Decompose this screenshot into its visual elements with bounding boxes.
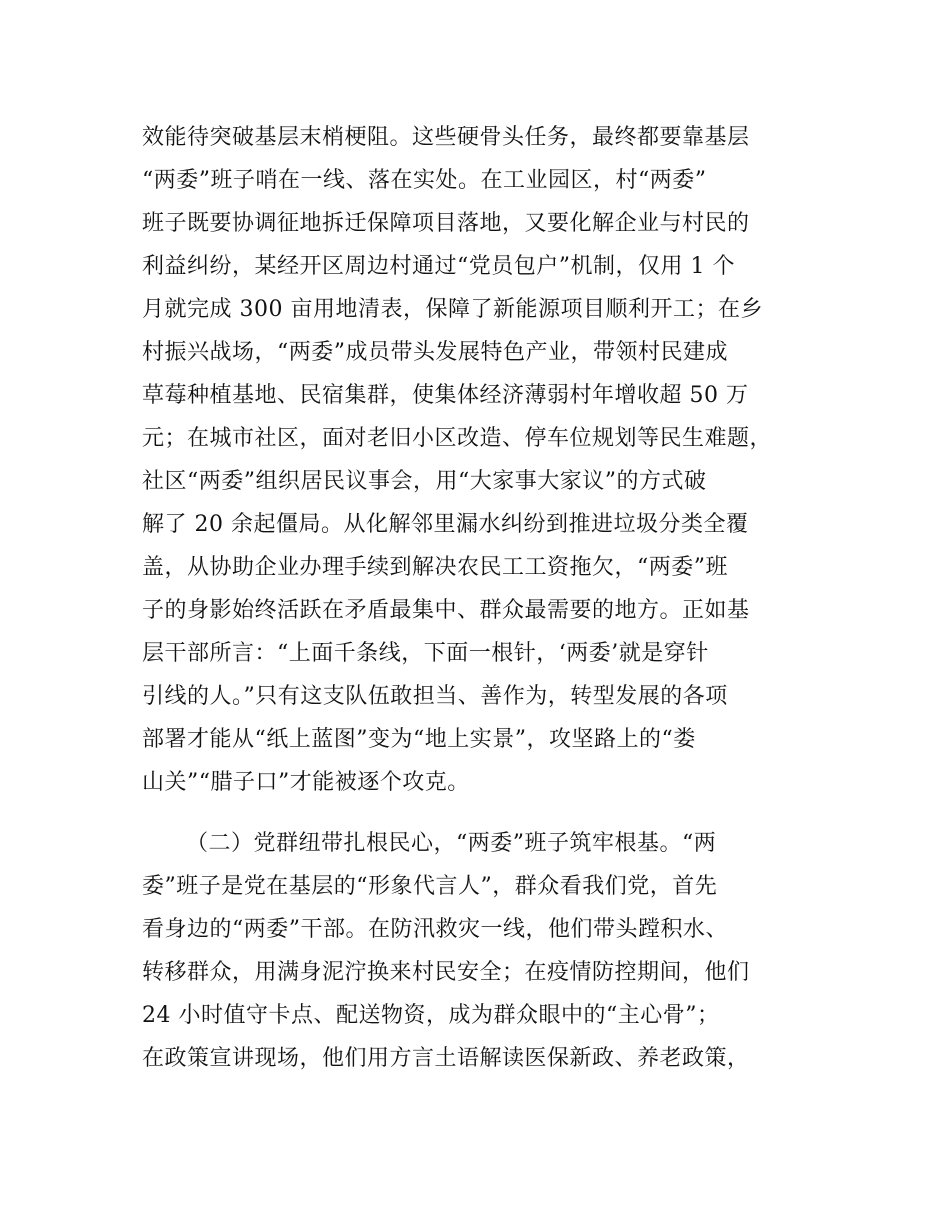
text-line: 子的身影始终活跃在矛盾最集中、群众最需要的地方。正如基 bbox=[142, 598, 750, 623]
text-line: 草莓种植基地、民宿集群，使集体经济薄弱村年增收超 50 万 bbox=[142, 383, 749, 408]
text-line: 山关”“腊子口”才能被逐个攻克。 bbox=[142, 770, 470, 795]
text-line: 效能待突破基层末梢梗阻。这些硬骨头任务，最终都要靠基层 bbox=[142, 125, 750, 150]
text-line: 元；在城市社区，面对老旧小区改造、停车位规划等民生难题， bbox=[142, 426, 773, 451]
text-line: 部署才能从“纸上蓝图”变为“地上实景”，攻坚路上的“娄 bbox=[142, 727, 696, 752]
text-line: 解了 20 余起僵局。从化解邻里漏水纠纷到推进垃圾分类全覆 bbox=[142, 512, 749, 537]
text-line: 班子既要协调征地拆迁保障项目落地，又要化解企业与村民的 bbox=[142, 211, 750, 236]
text-line: 层干部所言：“上面千条线，下面一根针，‘两委’就是穿针 bbox=[142, 641, 709, 666]
text-line: 引线的人。”只有这支队伍敢担当、善作为，转型发展的各项 bbox=[142, 684, 728, 709]
section-heading-line: （二）党群纽带扎根民心，“两委”班子筑牢根基。“两 bbox=[186, 831, 717, 856]
text-line: 盖，从协助企业办理手续到解决农民工工资拖欠，“两委”班 bbox=[142, 555, 728, 580]
text-line: 利益纠纷，某经开区周边村通过“党员包户”机制，仅用 1 个 bbox=[142, 254, 735, 279]
text-line: 村振兴战场，“两委”成员带头发展特色产业，带领村民建成 bbox=[142, 340, 728, 365]
text-line: “两委”班子哨在一线、落在实处。在工业园区，村“两委” bbox=[142, 168, 707, 193]
text-line: 看身边的“两委”干部。在防汛救灾一线，他们带头蹚积水、 bbox=[142, 917, 728, 942]
text-line: 社区“两委”组织居民议事会，用“大家事大家议”的方式破 bbox=[142, 469, 707, 494]
text-line: 在政策宣讲现场，他们用方言土语解读医保新政、养老政策， bbox=[142, 1046, 750, 1071]
text-line: 委”班子是党在基层的“形象代言人”，群众看我们党，首先 bbox=[142, 874, 718, 899]
text-line: 月就完成 300 亩用地清表，保障了新能源项目顺利开工；在乡 bbox=[142, 297, 763, 322]
text-line: 转移群众，用满身泥泞换来村民安全；在疫情防控期间，他们 bbox=[142, 960, 750, 985]
text-line: 24 小时值守卡点、配送物资，成为群众眼中的“主心骨”； bbox=[142, 1003, 720, 1028]
